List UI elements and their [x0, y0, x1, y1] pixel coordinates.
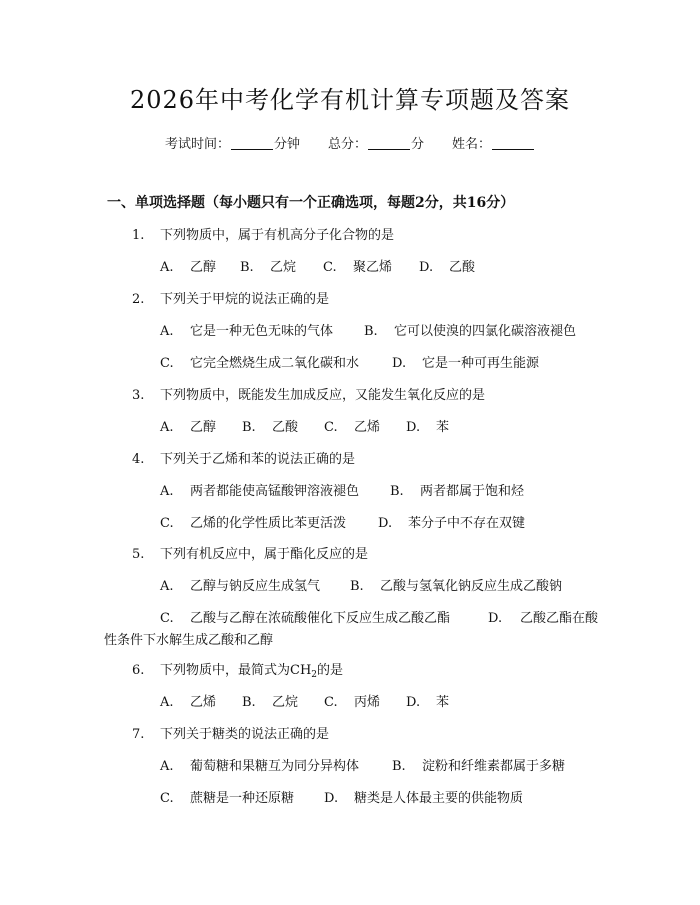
- option-d: D. 苯分子中不存在双键: [378, 516, 526, 531]
- option-d: D. 苯: [406, 420, 450, 435]
- option-b: B. 淀粉和纤维素都属于多糖: [392, 759, 566, 774]
- option-c: C. 蔗糖是一种还原糖: [160, 791, 295, 806]
- options-7a: [160, 755, 565, 774]
- option-b: B. 乙烷: [242, 695, 299, 710]
- options-3: [160, 416, 449, 435]
- options-5b: [160, 607, 518, 626]
- option-b: B. 乙酸: [242, 420, 299, 435]
- options-5a: [160, 575, 562, 594]
- question-number: 1.: [132, 228, 145, 243]
- option-d-text: 乙酸乙酯在酸: [520, 611, 599, 626]
- question-text: 下列物质中，最简式为$CH_2$的是: [160, 663, 344, 680]
- option-d: D. 它是一种可再生能源: [392, 356, 540, 371]
- option-c: C. 乙烯: [324, 420, 381, 435]
- question-5: [132, 543, 368, 562]
- question-7: [132, 723, 329, 742]
- question-6: [132, 659, 343, 680]
- question-4: [132, 448, 355, 467]
- name-label: 姓名：: [452, 137, 492, 152]
- option-d: D. 糖类是人体最主要的供能物质: [324, 791, 524, 806]
- question-text: 下列关于甲烷的说法正确的是: [160, 292, 330, 307]
- option-c: C. 丙烯: [324, 695, 381, 710]
- option-c: C. 聚乙烯: [323, 260, 393, 275]
- question-number: 3.: [132, 388, 145, 403]
- question-number: 5.: [132, 547, 145, 562]
- page-title: 2026年中考化学有机计算专项题及答案: [129, 86, 571, 114]
- name-blank: [492, 137, 534, 150]
- options-4a: [160, 480, 524, 499]
- option-a: A. 葡萄糖和果糖互为同分异构体: [160, 759, 360, 774]
- time-unit: 分钟: [273, 137, 300, 152]
- question-2: [132, 288, 329, 307]
- option-a: A. 乙烯: [160, 695, 217, 710]
- option-b: B. 乙酸与氢氧化钠反应生成乙酸钠: [350, 579, 563, 594]
- question-text: 下列物质中，既能发生加成反应，又能发生氧化反应的是: [160, 388, 486, 403]
- options-2b: [160, 352, 539, 371]
- question-number: 6.: [132, 663, 145, 678]
- option-a: A. 乙醇: [160, 420, 217, 435]
- question-1: [132, 224, 394, 243]
- question-3: [132, 384, 485, 403]
- question-number: 2.: [132, 292, 145, 307]
- score-label: 总分：: [327, 137, 367, 152]
- score-unit: 分: [411, 137, 425, 152]
- option-c: C. 乙酸与乙醇在浓硫酸催化下反应生成乙酸乙酯: [160, 611, 451, 626]
- question-text: 下列物质中，属于有机高分子化合物的是: [160, 228, 395, 243]
- section-heading: 一、单项选择题（每小题只有一个正确选项，每题2分，共16分）: [107, 195, 515, 211]
- option-b: B. 两者都属于饱和烃: [390, 484, 525, 499]
- question-number: 7.: [132, 727, 145, 742]
- options-7b: [160, 787, 523, 806]
- option-d-letter: D.: [488, 611, 503, 626]
- option-a: A. 乙醇: [160, 260, 217, 275]
- time-blank: [231, 137, 273, 150]
- score-blank: [368, 137, 410, 150]
- option-a: A. 它是一种无色无味的气体: [160, 324, 334, 339]
- option-d: D. 苯: [406, 695, 450, 710]
- question-number: 4.: [132, 452, 145, 467]
- question-text: 下列关于乙烯和苯的说法正确的是: [160, 452, 356, 467]
- option-a: A. 乙醇与钠反应生成氢气: [160, 579, 321, 594]
- question-text: 下列有机反应中，属于酯化反应的是: [160, 547, 369, 562]
- time-label: 考试时间：: [164, 137, 230, 152]
- options-2a: [160, 320, 576, 339]
- option-b: B. 它可以使溴的四氯化碳溶液褪色: [364, 324, 577, 339]
- option-d-wrapped-text: 性条件下水解生成乙酸和乙醇: [104, 633, 274, 648]
- options-1: [160, 256, 475, 275]
- option-a: A. 两者都能使高锰酸钾溶液褪色: [160, 484, 360, 499]
- question-text: 下列关于糖类的说法正确的是: [160, 727, 330, 742]
- options-4b: [160, 512, 525, 531]
- exam-info: [0, 133, 700, 152]
- option-c: C. 乙烯的化学性质比苯更活泼: [160, 516, 347, 531]
- options-6: [160, 691, 449, 710]
- option-c: C. 它完全燃烧生成二氧化碳和水: [160, 356, 360, 371]
- option-b: B. 乙烷: [240, 260, 297, 275]
- option-d: D. 乙酸: [419, 260, 476, 275]
